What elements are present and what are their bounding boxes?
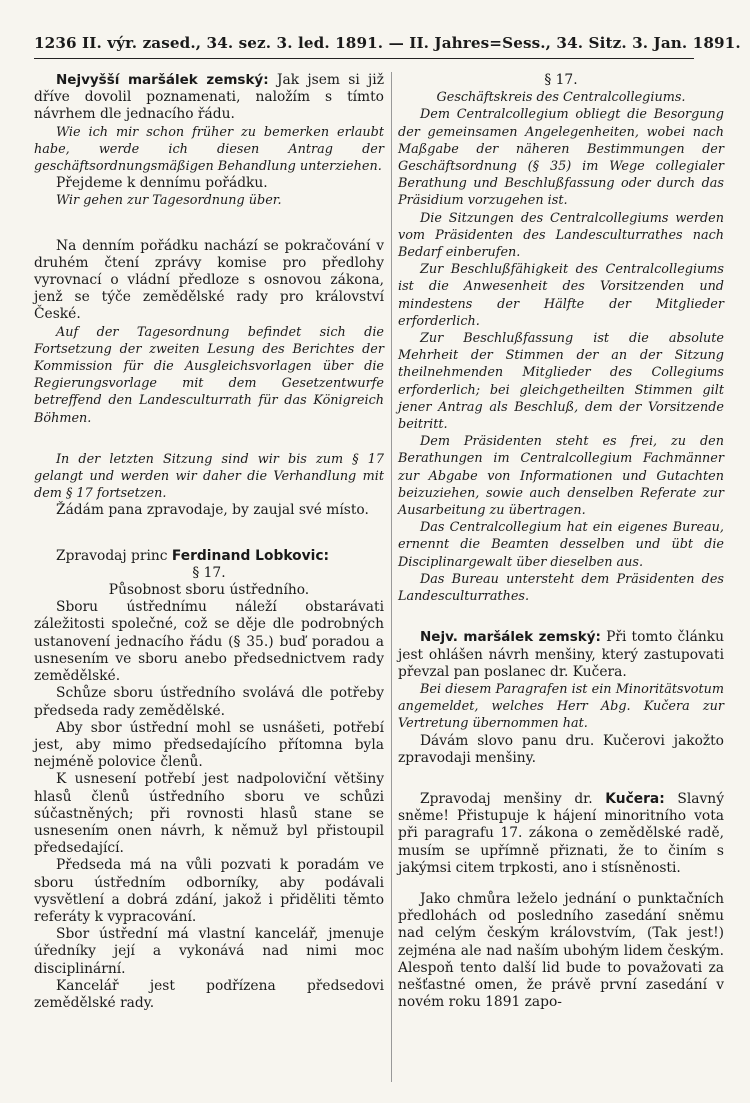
paragraph: Dávám slovo panu dru. Kučerovi jakožto zpravodaji menšiny. [398, 732, 724, 766]
paragraph: Žádám pana zpravodaje, by zaujal své místo. [56, 502, 369, 519]
reporter-prefix: Zpravodaj menšiny dr. [420, 790, 593, 807]
paragraph: Bei diesem Paragrafen ist ein Minoritätsvotum angemeldet, welches Herr Abg. Kučera zur Vertretung übernommen hat. [398, 681, 724, 732]
paragraph [34, 72, 384, 124]
speech-text: Při tomto článku jest ohlášen návrh menšiny, který zastupovati převzal pan poslanec dr. Kučera. [398, 629, 724, 680]
paragraph: Na denním pořádku nachází se pokračování v druhém čtení zprávy komise pro předlohy vyrovnací o vládní předloze s osnovou zákona, jenž se týče zemědělské rady pro království České. [34, 237, 384, 323]
reporter-line [34, 548, 384, 565]
speech-text: Jak jsem si již dříve dovolil poznamenati, naložím s tímto návrhem dle jednacího řádu. [34, 72, 384, 123]
right-column [398, 72, 724, 1011]
speaker-name: Nejv. maršálek zemský: [420, 629, 601, 646]
paragraph: Das Centralcollegium hat ein eigenes Bureau, ernennt die Beamten desselben und übt die Disciplinargewalt über dieselben aus. [398, 520, 724, 570]
paragraph: Sboru ústřednímu náleží obstarávati záležitosti společné, což se děje dle podrobných ustanovení jednacího řádu (§ 35.) buď poradou a usnesením ve sboru anebo předsednictvem rady zemědělské. [34, 599, 384, 685]
section-title: Působnost sboru ústředního. [108, 582, 310, 599]
paragraph: Předseda má na vůli pozvati k poradám ve sboru ústředním odborníky, aby podávali vysvětlení a dobrá zdání, jakož i přiděliti těmto referáty k vypracování. [34, 857, 384, 925]
paragraph: Jako chmůra leželo jednání o punktačních předlohách od posledního zasedání sněmu nad celým českým královstvím, (Tak jest!) zejména ale nad naším ubohým lidem českým. Alespoň tento další lid bude to považovati za nešťastné omen, že právě první zasedání v novém roku 1891 zapo- [398, 890, 724, 1011]
speech-text: Slavný sněme! Přistupuje k hájení minoritního vota při paragrafu 17. zákona o zemědělské radě, musím se upřímně přiznati, že to činím s jakýmsi citem trpkosti, ano i stísněnosti. [398, 790, 724, 876]
section-title: Geschäftskreis des Centralcollegiums. [436, 90, 686, 106]
paragraph: Wir gehen zur Tagesordnung über. [56, 193, 282, 209]
paragraph: Das Bureau untersteht dem Präsidenten des Landesculturrathes. [398, 571, 724, 605]
reporter-prefix: Zpravodaj princ [56, 547, 168, 564]
section-number: § 17. [544, 72, 578, 88]
paragraph: K usnesení potřebí jest nadpoloviční většiny hlasů členů ústředního sboru ve schůzi súčastněných; při rovnosti hlasů stane se usnesením onen návrh, k němuž byl přistoupil předsedající. [34, 771, 384, 857]
left-column [34, 72, 384, 1012]
paragraph: Dem Präsidenten steht es frei, zu den Berathungen im Centralcollegium Fachmänner zur Abgabe von Informationen und Gutachten beizuziehen, sowie auch denselben Referate zur Ausarbeitung zu übertragen. [398, 434, 724, 519]
paragraph: Die Sitzungen des Centralcollegiums werden vom Präsidenten des Landesculturrathes nach Bedarf einberufen. [398, 210, 724, 261]
paragraph [398, 791, 724, 877]
paragraph: Sbor ústřední má vlastní kancelář, jmenuje úředníky její a vykonává nad nimi moc disciplinární. [34, 926, 384, 977]
paragraph: Auf der Tagesordnung befindet sich die Fortsetzung der zweiten Lesung des Berichtes der Kommission für die Ausgleichsvorlagen über die Regierungsvorlage mit dem Gesetzentwurfe betreffend den Landesculturrath für das Königreich Böhmen. [34, 324, 384, 426]
column-divider [391, 72, 392, 1082]
paragraph: Zur Beschlußfassung ist die absolute Mehrheit der Stimmen der an der Sitzung theilnehmenden Mitglieder des Collegiums erforderlich; bei gleichgetheilten Stimmen gilt jener Antrag als Beschluß, dem der Vorsitzende beitritt. [398, 331, 724, 433]
paragraph: Dem Centralcollegium obliegt die Besorgung der gemeinsamen Angelegenheiten, wobei nach Maßgabe der näheren Bestimmungen der Geschäftsordnung (§ 35) im Wege collegialer Berathung und Beschlußfassung oder durch das Präsidium vorzugehen ist. [398, 107, 724, 209]
paragraph: Zur Beschlußfähigkeit des Centralcollegiums ist die Anwesenheit des Vorsitzenden und mindestens der Hälfte der Mitglieder erforderlich. [398, 262, 724, 329]
section-number: § 17. [192, 564, 226, 581]
paragraph: Wie ich mir schon früher zu bemerken erlaubt habe, werde ich diesen Antrag der geschäftsordnungsmäßigen Behandlung unterziehen. [34, 124, 384, 175]
page-header: 1236 II. výr. zased., 34. sez. 3. led. 1891. — II. Jahres=Sess., 34. Sitz. 3. Jan. 1891. [34, 34, 694, 59]
paragraph [398, 629, 724, 681]
paragraph: Aby sbor ústřední mohl se usnášeti, potřebí jest, aby mimo předsedajícího přítomna byla nejméně polovice členů. [34, 719, 384, 771]
paragraph: In der letzten Sitzung sind wir bis zum § 17 gelangt und werden wir daher die Verhandlung mit dem § 17 fortsetzen. [34, 451, 384, 502]
paragraph: Přejdeme k dennímu pořádku. [56, 175, 268, 192]
reporter-name: Kučera: [605, 790, 665, 807]
paragraph: Schůze sboru ústředního svolává dle potřeby předseda rady zemědělské. [34, 685, 384, 719]
speaker-name: Nejvyšší maršálek zemský: [56, 72, 269, 88]
reporter-name: Ferdinand Lobkovic: [171, 547, 330, 564]
paragraph: Kancelář jest podřízena předsedovi zemědělské rady. [34, 977, 384, 1011]
